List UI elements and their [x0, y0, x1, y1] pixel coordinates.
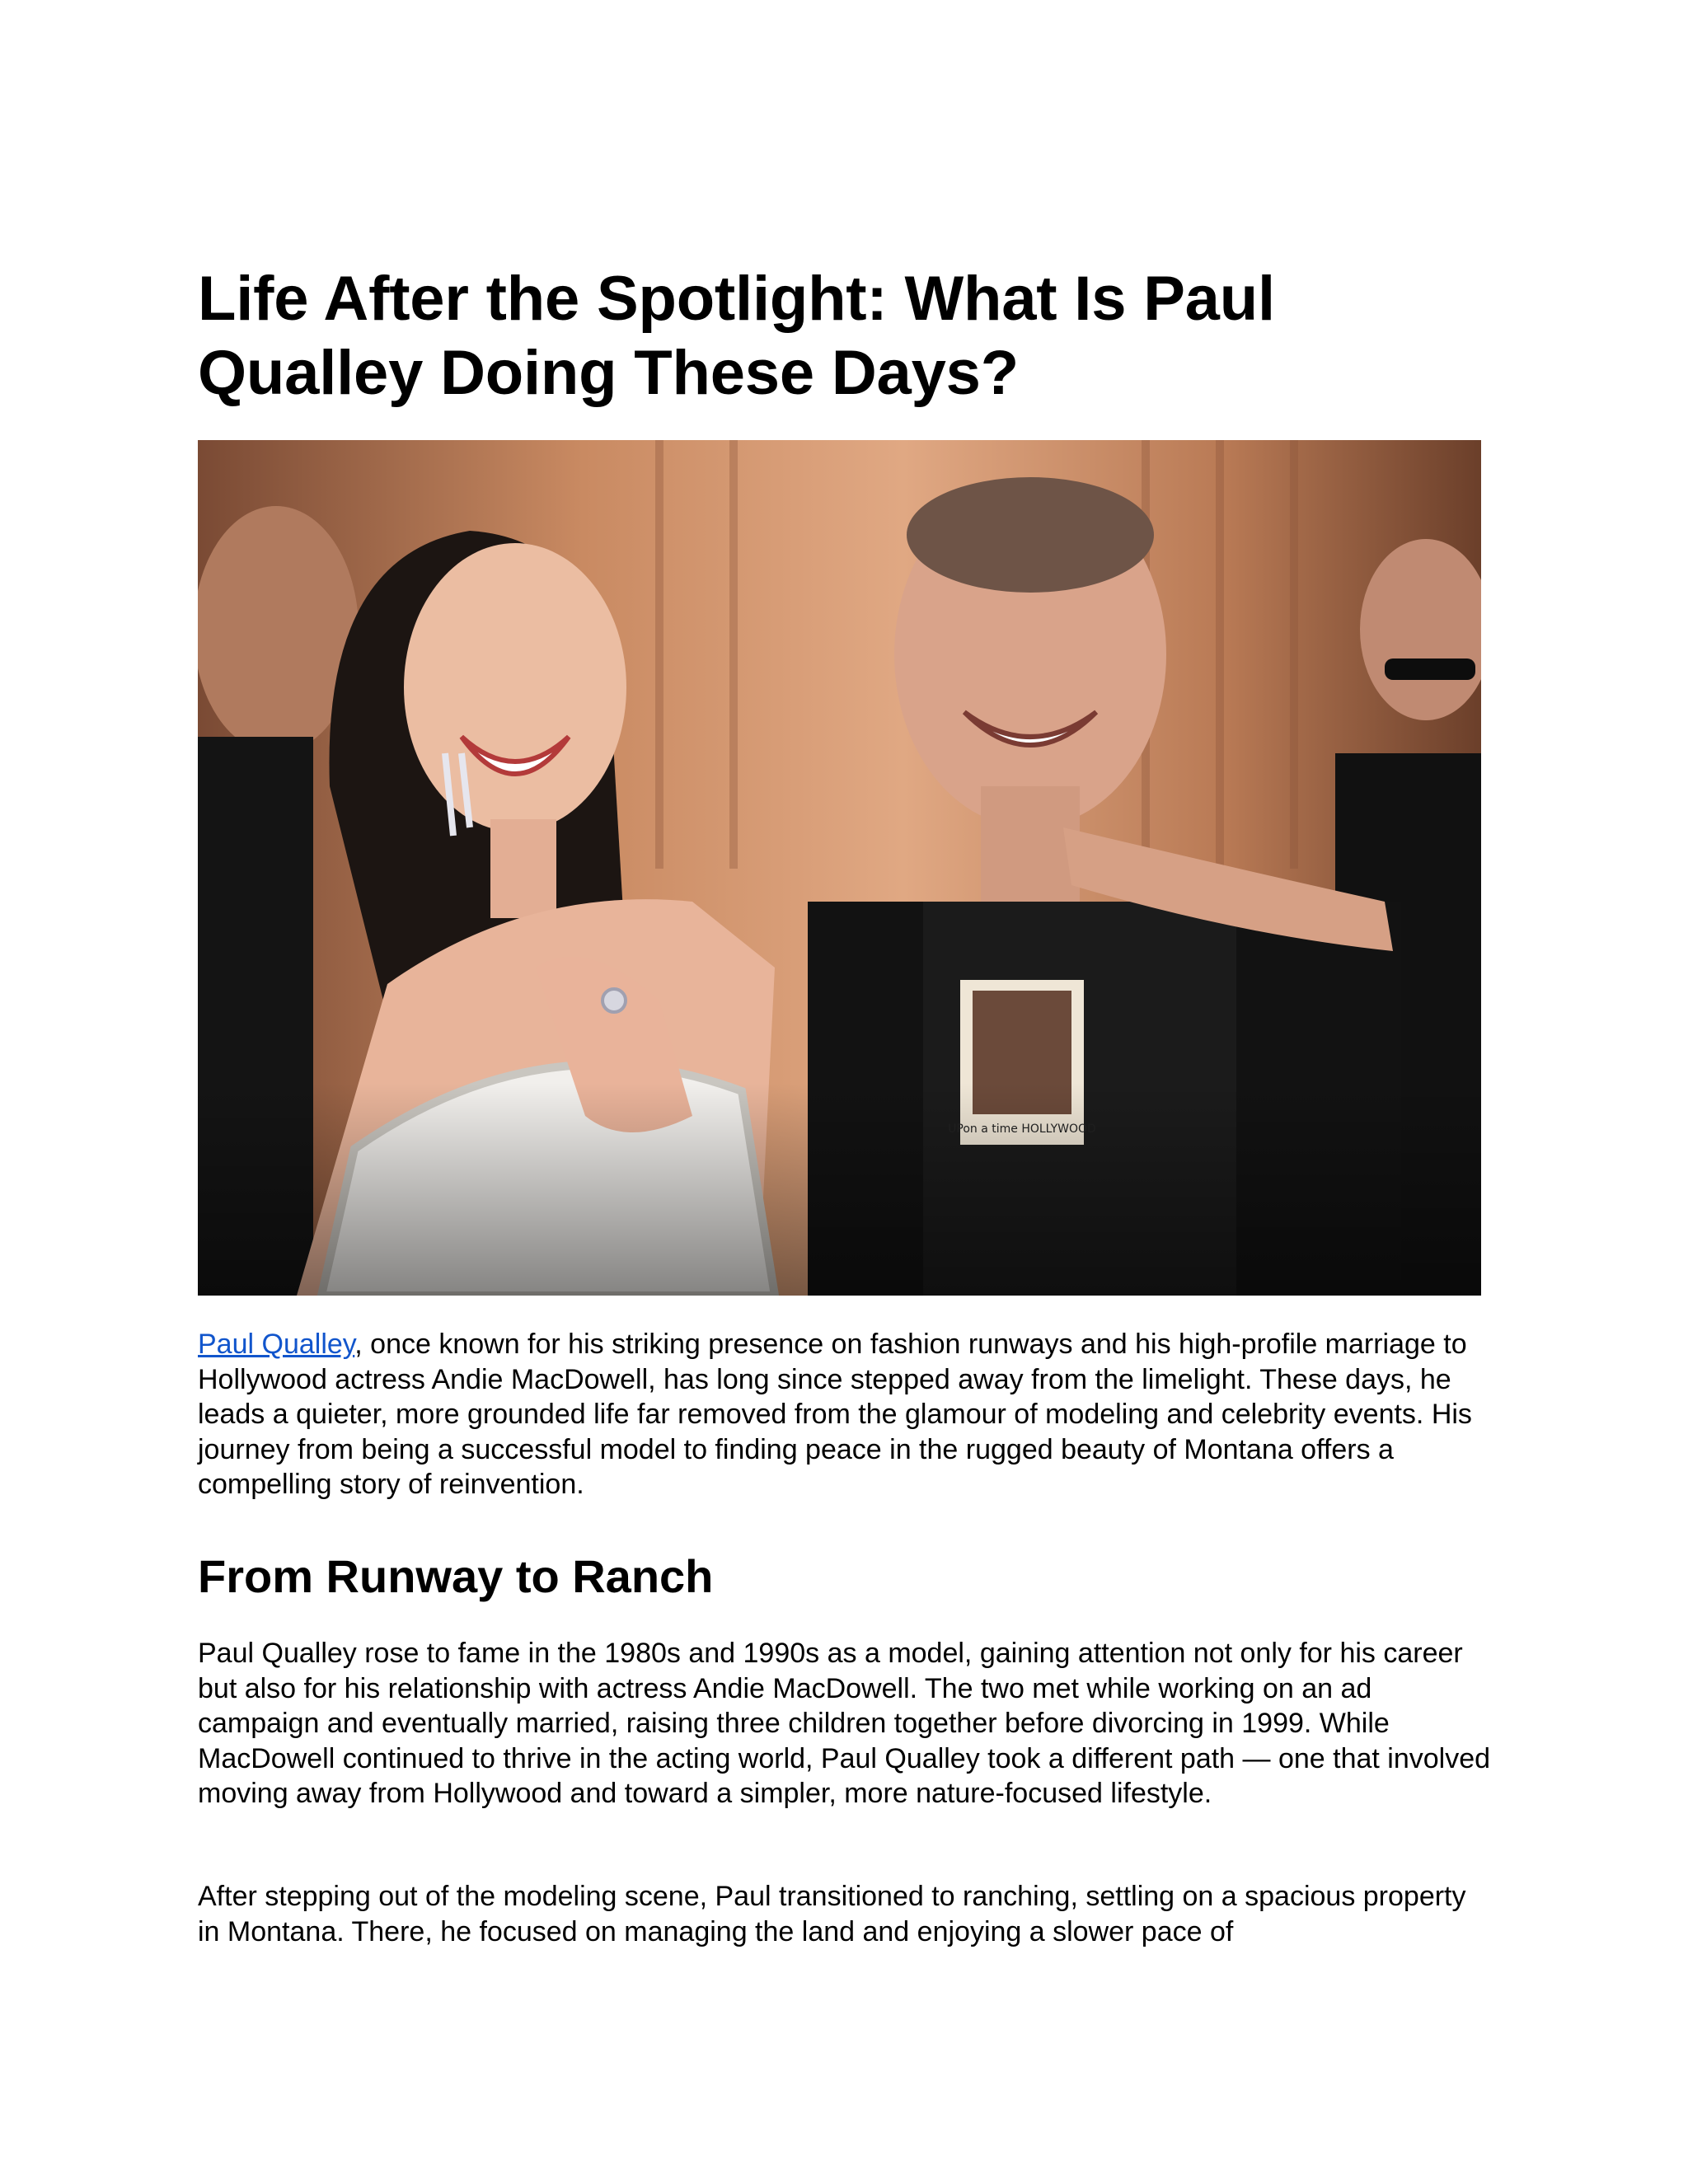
intro-paragraph — [198, 1327, 1484, 1502]
article-title: Life After the Spotlight: What Is Paul Qualley Doing These Days? — [198, 264, 1275, 408]
paul-qualley-link[interactable]: Paul Qualley — [198, 1329, 355, 1360]
section-heading: From Runway to Ranch — [198, 1550, 714, 1602]
woman-face — [404, 543, 626, 832]
body-paragraph: After stepping out of the modeling scene, Paul transitioned to ranching, settling on a spacious property in Montana. There, he focused on managing the land and enjoying a slower pace of — [198, 1881, 1466, 1947]
article-photo — [198, 440, 1481, 1296]
photo-illustration — [198, 440, 1481, 1296]
body-paragraph: Paul Qualley rose to fame in the 1980s and 1990s as a model, gaining attention not only for his career but also for his relationship with actress Andie MacDowell. The two met while working on an ad campaign and eventually married, raising three children together before divorcing in 1999. While MacDowell continued to thrive in the acting world, Paul Qualley took a different path — one that involved moving away from Hollywood and toward a simpler, more nature-focused lifestyle. — [198, 1638, 1491, 1809]
intro-text: , once known for his striking presence on fashion runways and his high-profile marriage to Hollywood actress Andie MacDowell, has long since stepped away from the limelight. These days, he leads a quieter, more grounded life far removed from the glamour of modeling and celebrity events. His journey from being a successful model to finding peace in the rugged beauty of Montana offers a compelling story of reinvention. — [198, 1329, 1472, 1500]
